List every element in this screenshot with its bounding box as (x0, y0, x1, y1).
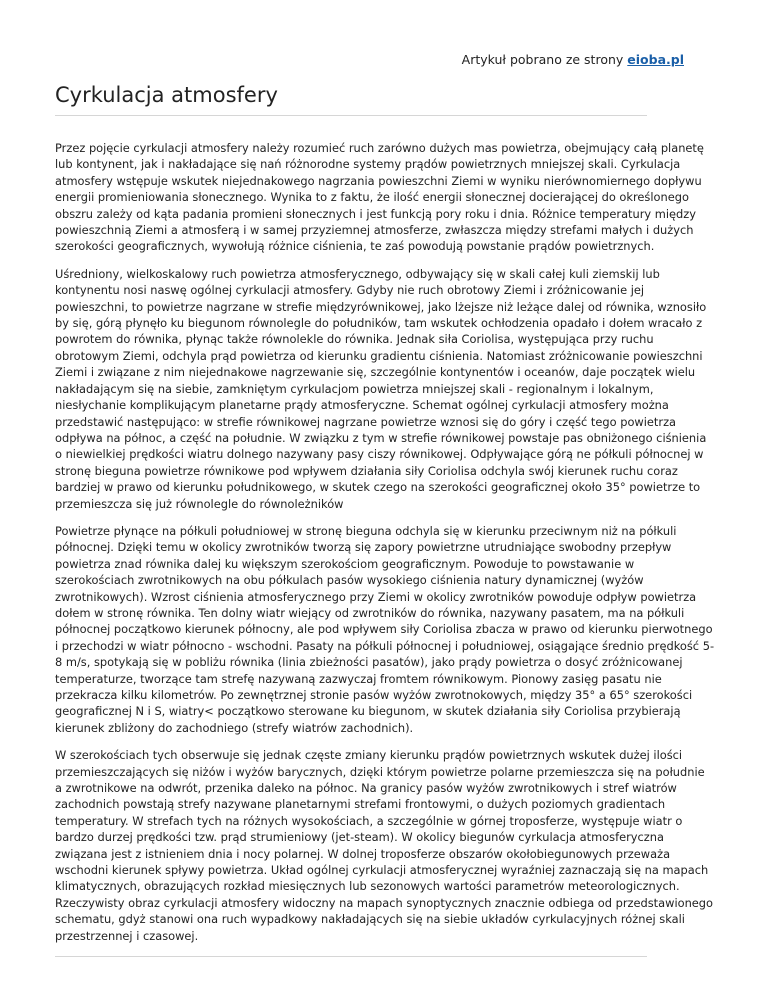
footer-divider (55, 956, 647, 957)
paragraph-1: Przez pojęcie cyrkulacji atmosfery należy rozumieć ruch zarówno dużych mas powietrza, obejmujący całą planetę lub kontynent, jak i nakładające się nań różnorodne systemy prądów powietrznych mniejszej skali. Cyrkulacja atmosfery wstępuje wskutek niejednakowego nagrzania powieszchni Ziemi w wyniku nierównomiernego dopływu energii promieniowania słonecznego. Wynika to z faktu, że ilość energii słonecznej docierającej do określonego obszru zależy od kąta padania promieni słonecznych i jest funkcją pory roku i dnia. Różnice temperatury między powieszchnią Ziemi a atmosferą i w samej przyziemnej atmosferze, zwłaszcza między strefami małych i dużych szerokości geograficznych, wywołują różnice ciśnienia, te zaś powodują powstanie prądów powietrznych. (55, 141, 704, 254)
page-title: Cyrkulacja atmosfery (55, 83, 278, 107)
paragraph-4: W szerokościach tych obserwuje się jednak częste zmiany kierunku prądów powietrznych wskutek dużej ilości przemieszczających się niżów i wyżów barycznych, dzięki którym powietrze polarne przemieszcza się na południe a zwrotnikowe na odwrót, przenika daleko na północ. Na granicy pasów wyżów zwrotnikowych i stref wiatrów zachodnich powstają strefy nazywane planetarnymi strefami frontowymi, o dużych poziomych gradientach temperatury. W strefach tych na różnych wysokościach, a szczególnie w górnej troposferze, występuje wiatr o bardzo durzej prędkości tzw. prąd strumieniowy (jet-steam). W okolicy biegunów cyrkulacja atmosferyczna związana jest z istnieniem dnia i nocy polarnej. W dolnej troposferze obszarów okołobiegunowych przeważa wschodni kierunek spływy powietrza. Układ ogólnej cyrkulacji atmosferycznej wyraźniej zaznaczają się na mapach klimatycznych, obrazujących rozkład miesięcznych lub sezonowych wartości parametrów meteorologicznych. Rzeczywisty obraz cyrkulacji atmosfery widoczny na mapach synoptycznych znacznie odbiega od przedstawionego schematu, gdyż stanowi ona ruch wypadkowy nakładających się na siebie układów cyrkulacyjnych różnej skali przestrzennej i czasowej. (55, 748, 713, 943)
paragraph-2: Uśredniony, wielkoskalowy ruch powietrza atmosferycznego, odbywający się w skali całej kuli ziemskij lub kontynentu nosi naswę ogólnej cyrkulacji atmosfery. Gdyby nie ruch obrotowy Ziemi i zróżnicowanie jej powieszchni, to powietrze nagrzane w strefie międzyrównikowej, jako lżejsze niż leżące dalej od równika, wznosiło by się, górą płynęło ku biegunom równolegle do południków, tam wskutek ochłodzenia opadało i dołem wracało z powrotem do równika, płynąc także równolekle do równika. Jednak siła Coriolisa, występująca przy ruchu obrotowym Ziemi, odchyla prąd powietrza od kierunku gradientu ciśnienia. Natomiast zróżnicowanie powieszchni Ziemi i związane z nim niejednakowe nagrzewanie się, szczególnie kontynentów i oceanów, daje początek wielu nakładającym się na siebie, zamkniętym cyrkulacjom powietrza mniejszej skali - regionalnym i lokalnym, niesłychanie komplikującym planetarne prądy atmosferyczne. Schemat ogólnej cyrkulacji atmosfery można przedstawić następująco: w strefie równikowej nagrzane powietrze wznosi się do góry i część tego powietrza odpływa na północ, a część na południe. W związku z tym w strefie równikowej powstaje pas obniżonego ciśnienia o niewielkiej prędkości wiatru dolnego nazywany pasy ciszy równikowej. Odpływające górą ne półkuli północnej w stronę bieguna powietrze równikowe pod wpływem działania siły Coriolisa odchyla swój kierunek ruchu coraz bardziej w prawo od kierunku południkowego, w skutek czego na szerokości geograficznej około 35° powietrze to przemieszcza się już równolegle do równoleżników (55, 266, 707, 511)
source-attribution (462, 52, 684, 67)
paragraph-3: Powietrze płynące na półkuli południowej w stronę bieguna odchyla się w kierunku przeciwnym niż na półkuli północnej. Dzięki temu w okolicy zwrotników tworzą się zapory powietrzne utrudniające swobodny przepływ powietrza znad równika dalej ku większym szerokościom geograficznym. Powoduje to powstawanie w szerokościach zwrotnikowych na obu półkulach pasów wysokiego ciśnienia natury dynamicznej (wyżów zwrotnikowych). Wzrost ciśnienia atmosferycznego przy Ziemi w okolicy zwrotników powoduje odpływ powietrza dołem w stronę równika. Ten dolny wiatr wiejący od zwrotników do równika, nazywany pasatem, ma na półkuli północnej początkowo kierunek północny, ale pod wpływem siły Coriolisa zbacza w prawo od kierunku pierwotnego i przechodzi w wiatr północno - wschodni. Pasaty na półkuli północnej i południowej, osiągające średnio prędkość 5-8 m/s, spotykają się w pobliżu równika (linia zbieżności pasatów), jako prądy powietrza o dosyć zróżnicowanej temperaturze, tworzące tam strefę nazywaną zazwyczaj fromtem równikowym. Pionowy zasięg pasatu nie przekracza kilku kilometrów. Po zewnętrznej stronie pasów wyżów zwrotnokowych, między 35° a 65° szerokości geograficznej N i S, wiatry< początkowo sterowane ku biegunom, w skutek działania siły Coriolisa przybierają kierunek zbliżony do zachodniego (strefy wiatrów zachodnich). (55, 523, 715, 735)
title-divider (55, 115, 647, 116)
article-body (55, 140, 715, 957)
source-link[interactable]: eioba.pl (627, 52, 684, 67)
source-prefix: Artykuł pobrano ze strony (461, 52, 624, 67)
